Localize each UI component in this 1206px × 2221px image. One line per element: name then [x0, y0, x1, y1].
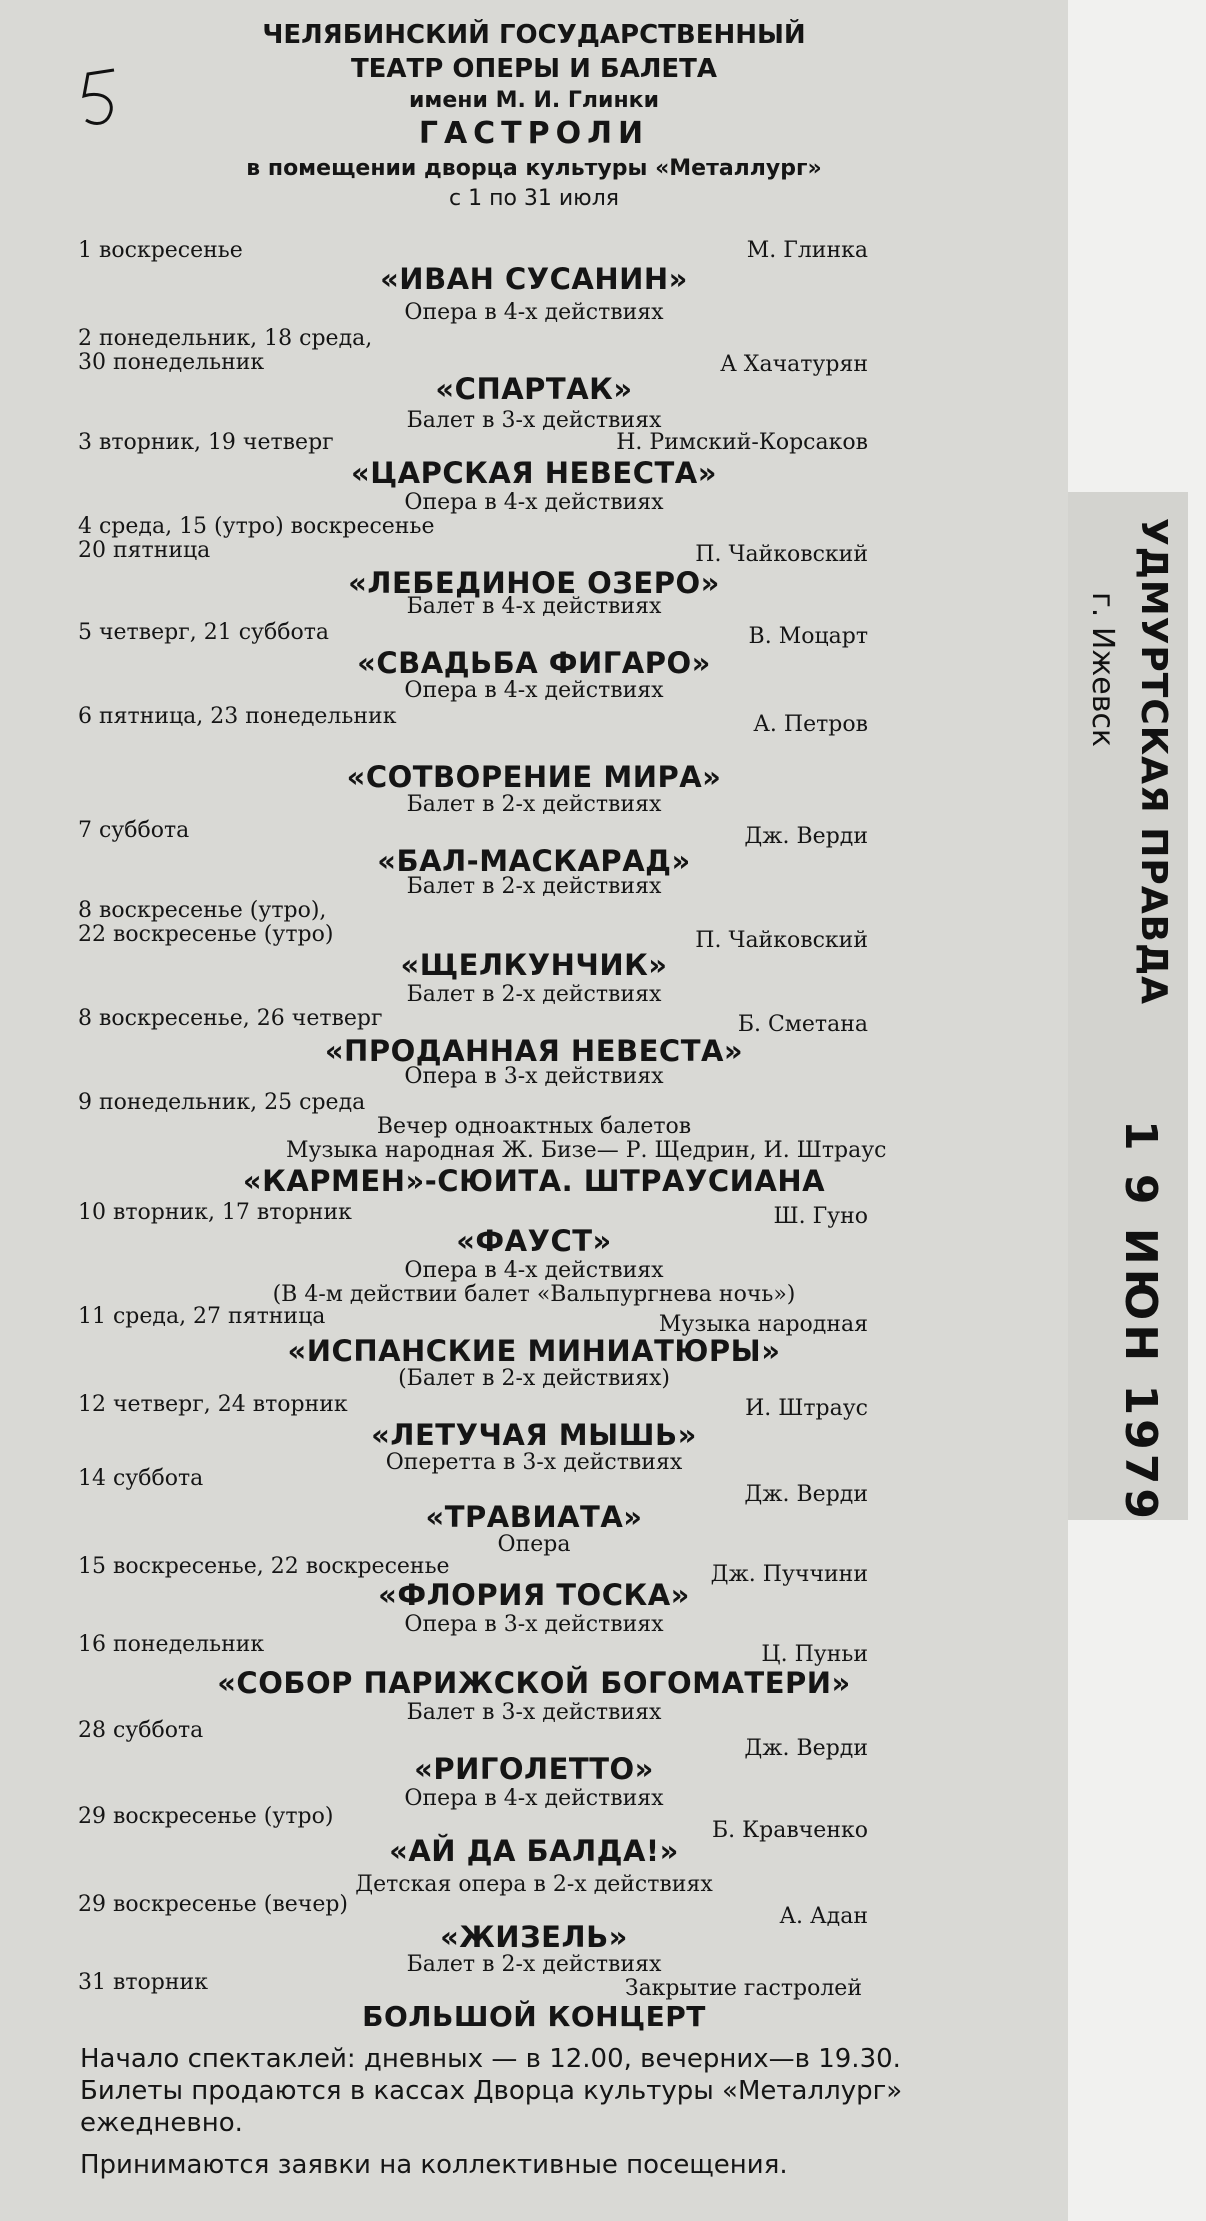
performance-genre: Детская опера в 2-х действиях — [355, 1872, 713, 1897]
group-orders: Принимаются заявки на коллективные посещения. — [80, 2150, 788, 2180]
performance-genre: (Балет в 2-х действиях) — [398, 1366, 670, 1391]
newspaper-name: УДМУРТСКАЯ ПРАВДА — [1133, 518, 1174, 1006]
performance-title: «ТРАВИАТА» — [425, 1500, 643, 1534]
schedule-author: Ц. Пуньи — [761, 1642, 868, 1667]
performance-title: «ФАУСТ» — [456, 1224, 612, 1258]
theatre-name-line2: ТЕАТР ОПЕРЫ И БАЛЕТА — [350, 54, 718, 84]
schedule-date: 8 воскресенье, 26 четверг — [78, 1006, 383, 1031]
performance-title: «КАРМЕН»-СЮИТА. ШТРАУСИАНА — [242, 1164, 826, 1198]
performance-note: (В 4-м действии балет «Вальпургнева ночь») — [272, 1282, 796, 1307]
schedule-author: А. Петров — [753, 712, 868, 737]
schedule-date: 15 воскресенье, 22 воскресенье — [78, 1554, 450, 1579]
schedule-date: 7 суббота — [78, 818, 190, 843]
schedule-date: 8 воскресенье (утро), — [78, 898, 327, 923]
schedule-author: А Хачатурян — [720, 352, 868, 377]
schedule-date: 22 воскресенье (утро) — [78, 922, 334, 947]
schedule-author: П. Чайковский — [695, 928, 868, 953]
schedule-author: Дж. Пуччини — [710, 1562, 868, 1587]
performance-title: «ИВАН СУСАНИН» — [380, 262, 688, 296]
tour-heading: ГАСТРОЛИ — [418, 116, 650, 151]
start-times: Начало спектаклей: дневных — в 12.00, вечерних—в 19.30. — [80, 2044, 901, 2074]
performance-genre: Балет в 3-х действиях — [406, 408, 662, 433]
schedule-date: 1 воскресенье — [78, 238, 243, 263]
composers-line: Музыка народная Ж. Бизе— Р. Щедрин, И. Штраус — [286, 1138, 887, 1163]
performance-title: «СВАДЬБА ФИГАРО» — [357, 646, 711, 680]
performance-title: «БАЛ-МАСКАРАД» — [377, 844, 691, 878]
newspaper-city: г. Ижевск — [1085, 592, 1120, 748]
schedule-date: 16 понедельник — [78, 1632, 265, 1657]
schedule-date: 28 суббота — [78, 1718, 204, 1743]
schedule-date: 10 вторник, 17 вторник — [78, 1200, 352, 1225]
schedule-author: Ш. Гуно — [773, 1204, 868, 1229]
schedule-author: А. Адан — [779, 1904, 868, 1929]
schedule-author: Б. Сметана — [737, 1012, 868, 1037]
performance-genre: Опера в 4-х действиях — [404, 490, 664, 515]
schedule-author: Музыка народная — [658, 1312, 868, 1337]
schedule-author: Дж. Верди — [744, 1736, 868, 1761]
stamp-date: 1 9 ИЮН 1979 — [1115, 1120, 1166, 1523]
performance-title: «ЛЕТУЧАЯ МЫШЬ» — [371, 1418, 697, 1452]
schedule-date: 6 пятница, 23 понедельник — [78, 704, 397, 729]
schedule-date: 29 воскресенье (утро) — [78, 1804, 334, 1829]
performance-genre: Балет в 4-х действиях — [406, 594, 662, 619]
performance-genre: Балет в 2-х действиях — [406, 982, 662, 1007]
performance-genre: Опера в 4-х действиях — [404, 678, 664, 703]
schedule-date: 30 понедельник — [78, 350, 265, 375]
performance-title: «ЩЕЛКУНЧИК» — [400, 948, 668, 982]
schedule-author: Б. Кравченко — [712, 1818, 868, 1843]
performance-title: «СОТВОРЕНИЕ МИРА» — [346, 760, 722, 794]
performance-genre: Балет в 2-х действиях — [406, 1952, 662, 1977]
performance-genre: Оперетта в 3-х действиях — [385, 1450, 683, 1475]
performance-genre: Опера в 3-х действиях — [404, 1064, 664, 1089]
closing-note: Закрытие гастролей — [624, 1976, 862, 2001]
venue-line: в помещении дворца культуры «Металлург» — [246, 156, 822, 181]
performance-title: «ИСПАНСКИЕ МИНИАТЮРЫ» — [287, 1334, 781, 1368]
schedule-date: 12 четверг, 24 вторник — [78, 1392, 348, 1417]
schedule-date: 3 вторник, 19 четверг — [78, 430, 334, 455]
performance-genre: Балет в 2-х действиях — [406, 792, 662, 817]
newspaper-stamp — [1068, 492, 1188, 1523]
performance-title: «ФЛОРИЯ ТОСКА» — [378, 1578, 690, 1612]
performance-title: «ЛЕБЕДИНОЕ ОЗЕРО» — [348, 566, 720, 600]
performance-genre: Опера в 4-х действиях — [404, 1786, 664, 1811]
schedule-author: Дж. Верди — [744, 1482, 868, 1507]
performance-title: «РИГОЛЕТТО» — [414, 1752, 654, 1786]
schedule-author: И. Штраус — [745, 1396, 868, 1421]
performance-genre: Опера в 3-х действиях — [404, 1612, 664, 1637]
schedule-author: П. Чайковский — [695, 542, 868, 567]
theatre-name-line3: имени М. И. Глинки — [408, 88, 660, 113]
schedule-date: 31 вторник — [78, 1970, 208, 1995]
schedule-date: 11 среда, 27 пятница — [78, 1304, 326, 1329]
schedule-date: 4 среда, 15 (утро) воскресенье — [78, 514, 435, 539]
performance-title: «ЖИЗЕЛЬ» — [440, 1920, 628, 1954]
performance-title: «АЙ ДА БАЛДА!» — [389, 1834, 679, 1868]
performance-genre: Опера в 4-х действиях — [404, 1258, 664, 1283]
performance-title: «СПАРТАК» — [435, 372, 633, 406]
evening-note: Вечер одноактных балетов — [376, 1114, 692, 1139]
performance-title: «ЦАРСКАЯ НЕВЕСТА» — [351, 456, 717, 490]
schedule-author: М. Глинка — [746, 238, 868, 263]
schedule-author: Н. Римский-Корсаков — [616, 430, 868, 455]
schedule-author: Дж. Верди — [744, 824, 868, 849]
ticket-info-cont: ежедневно. — [80, 2108, 243, 2138]
performance-genre: Балет в 2-х действиях — [406, 874, 662, 899]
schedule-date: 9 понедельник, 25 среда — [78, 1090, 366, 1115]
performance-genre: Балет в 3-х действиях — [406, 1700, 662, 1725]
performance-genre: Опера — [497, 1532, 571, 1557]
schedule-date: 14 суббота — [78, 1466, 204, 1491]
schedule-date: 29 воскресенье (вечер) — [78, 1892, 349, 1917]
theatre-name-line1: ЧЕЛЯБИНСКИЙ ГОСУДАРСТВЕННЫЙ — [262, 20, 806, 50]
performance-title: «ПРОДАННАЯ НЕВЕСТА» — [324, 1034, 744, 1068]
performance-title: БОЛЬШОЙ КОНЦЕРТ — [362, 2000, 706, 2033]
schedule-date: 5 четверг, 21 суббота — [78, 620, 330, 645]
schedule-date: 2 понедельник, 18 среда, — [78, 326, 373, 351]
performance-genre: Опера в 4-х действиях — [404, 300, 664, 325]
dates-range: с 1 по 31 июля — [448, 186, 620, 211]
schedule-author: В. Моцарт — [748, 624, 868, 649]
ticket-info: Билеты продаются в кассах Дворца культуры «Металлург» — [80, 2076, 903, 2106]
schedule-date: 20 пятница — [78, 538, 211, 563]
performance-title: «СОБОР ПАРИЖСКОЙ БОГОМАТЕРИ» — [217, 1666, 851, 1700]
